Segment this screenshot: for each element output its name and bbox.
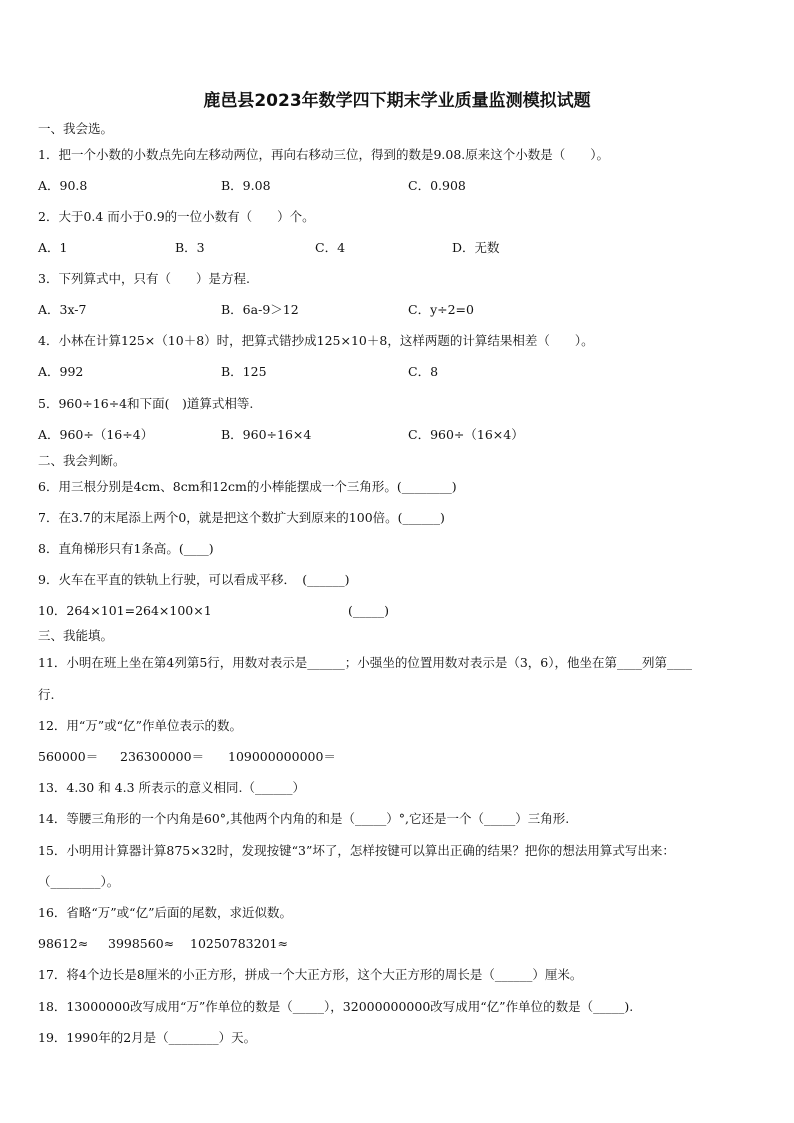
option-c: C．y÷2=0 [408, 302, 474, 317]
question-14: 14．等腰三角形的一个内角是60°,其他两个内角的和是（_____）°,它还是一个（_____）三角形. [38, 811, 570, 826]
approx-item: 98612≈ [38, 936, 89, 951]
section-heading-fill: 三、我能填。 [38, 628, 114, 643]
approx-item: 10250783201≈ [190, 936, 288, 951]
question-9: 9．火车在平直的铁轨上行驶，可以看成平移． (______) [38, 572, 350, 587]
question-3: 3．下列算式中，只有（ ）是方程. [38, 271, 250, 286]
question-16: 16．省略“万”或“亿”后面的尾数，求近似数。 [38, 905, 292, 920]
question-17: 17．将4个边长是8厘米的小正方形，拼成一个大正方形，这个大正方形的周长是（______）厘米。 [38, 967, 583, 982]
option-b: B．3 [175, 240, 205, 255]
convert-item: 236300000＝ [120, 749, 205, 764]
option-a: A．960÷（16÷4） [38, 427, 154, 442]
question-4: 4．小林在计算125×（10＋8）时，把算式错抄成125×10＋8，这样两题的计算结果相差（ ）。 [38, 333, 594, 348]
option-c: C．8 [408, 364, 439, 379]
question-10-equation: 10．264×101=264×100×1 [38, 603, 212, 618]
question-12: 12．用“万”或“亿”作单位表示的数。 [38, 718, 242, 733]
question-1: 1．把一个小数的小数点先向左移动两位，再向右移动三位，得到的数是9.08.原来这个小数是（ ）。 [38, 147, 610, 162]
question-15-continued: （________）。 [38, 874, 120, 889]
option-d: D．无数 [452, 240, 500, 255]
question-11-continued: 行. [38, 687, 55, 702]
question-15: 15．小明用计算器计算875×32时，发现按键“3”坏了，怎样按键可以算出正确的结果？把你的想法用算式写出来： [38, 843, 675, 858]
convert-item: 560000＝ [38, 749, 99, 764]
question-18: 18．13000000改写成用“万”作单位的数是（_____），32000000000改写成用“亿”作单位的数是（_____). [38, 999, 634, 1014]
option-b: B．6a-9＞12 [221, 302, 299, 317]
question-5: 5．960÷16÷4和下面( )道算式相等. [38, 396, 254, 411]
option-a: A．90.8 [38, 178, 88, 193]
option-b: B．960÷16×4 [221, 427, 312, 442]
question-10-answer-blank: (_____) [348, 603, 390, 618]
approx-item: 3998560≈ [108, 936, 175, 951]
option-b: B．125 [221, 364, 267, 379]
option-a: A．992 [38, 364, 84, 379]
question-6: 6．用三根分别是4cm、8cm和12cm的小棒能摆成一个三角形。(________) [38, 479, 457, 494]
question-2: 2．大于0.4 而小于0.9的一位小数有（ ）个。 [38, 209, 315, 224]
option-a: A．1 [38, 240, 68, 255]
question-11: 11．小明在班上坐在第4列第5行，用数对表示是______；小强坐的位置用数对表示是（3，6），他坐在第____列第____ [38, 655, 692, 670]
option-c: C．960÷（16×4） [408, 427, 524, 442]
question-8: 8．直角梯形只有1条高。(____) [38, 541, 214, 556]
page-title: 鹿邑县2023年数学四下期末学业质量监测模拟试题 [203, 91, 591, 111]
option-c: C．4 [315, 240, 346, 255]
question-7: 7．在3.7的末尾添上两个0，就是把这个数扩大到原来的100倍。(______) [38, 510, 445, 525]
convert-item: 109000000000＝ [228, 749, 336, 764]
option-b: B．9.08 [221, 178, 271, 193]
section-heading-judge: 二、我会判断。 [38, 453, 126, 468]
option-c: C．0.908 [408, 178, 466, 193]
option-a: A．3x-7 [38, 302, 87, 317]
section-heading-choice: 一、我会选。 [38, 121, 114, 136]
question-19: 19．1990年的2月是（________）天。 [38, 1030, 257, 1045]
question-13: 13．4.30 和 4.3 所表示的意义相同.（______） [38, 780, 306, 795]
